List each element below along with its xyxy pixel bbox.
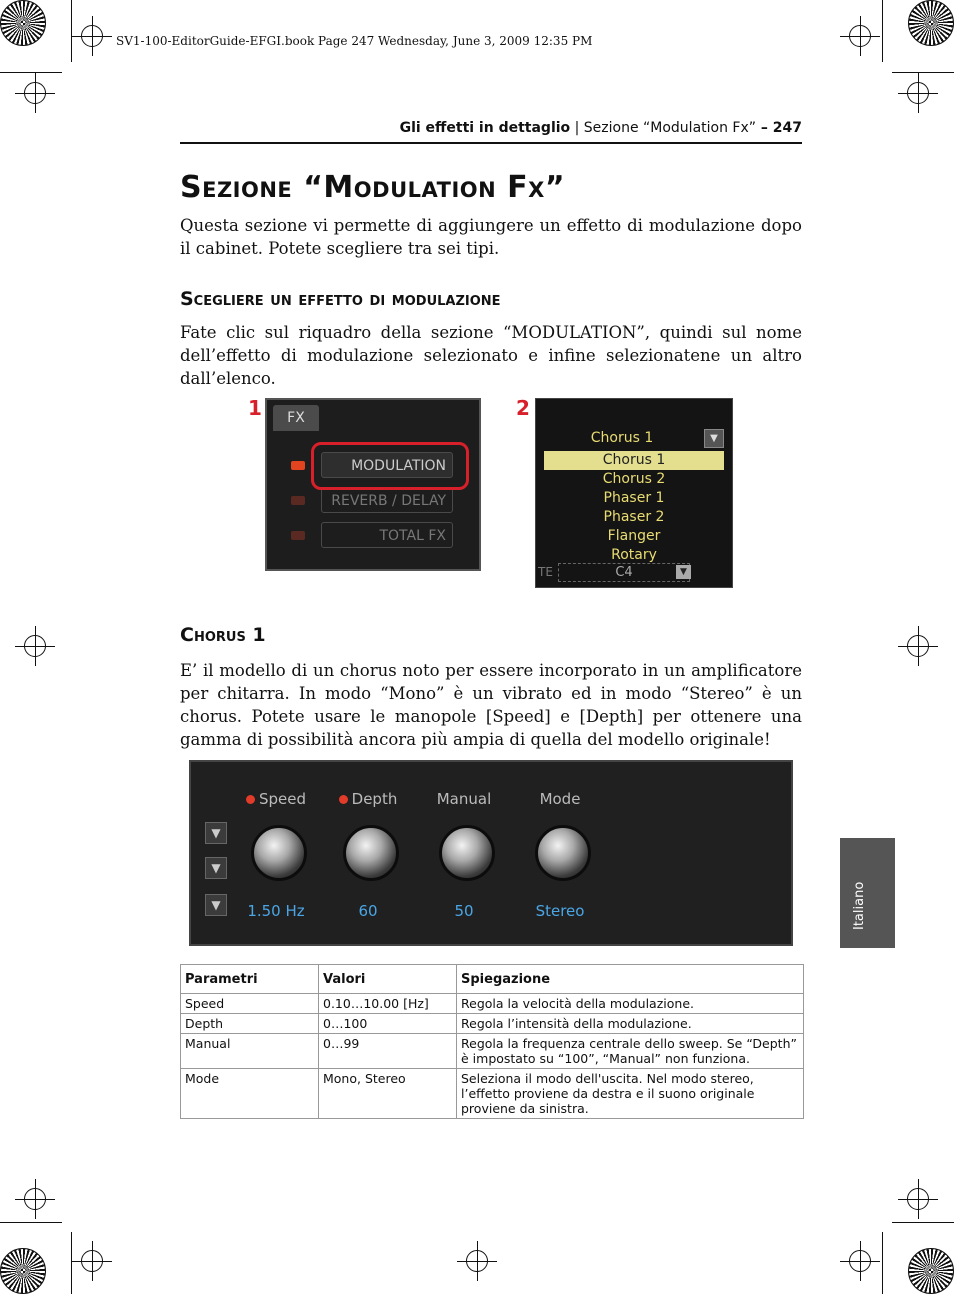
table-row — [181, 1069, 804, 1119]
registration-sunburst-icon — [0, 0, 46, 46]
crosshair-icon — [24, 1188, 46, 1210]
chorus-panel-screenshot — [189, 760, 793, 946]
menu-option-chorus-2[interactable]: Chorus 2 — [602, 471, 666, 487]
knob-value: 50 — [454, 902, 474, 920]
led-icon — [339, 795, 348, 804]
intro-paragraph: Questa sezione vi permette di aggiungere un effetto di modulazione dopo il cabinet. Potete scegliere tra sei tipi. — [180, 216, 802, 258]
language-label: Italiano — [852, 881, 867, 930]
registration-sunburst-icon — [908, 1248, 954, 1294]
knob-label: Manual — [436, 790, 492, 808]
knob-depth[interactable] — [323, 780, 413, 930]
table-cell: Regola la velocità della modulazione. — [457, 994, 804, 1014]
table-cell: Speed — [181, 994, 319, 1014]
knob-mode[interactable] — [515, 780, 605, 930]
chevron-down-icon[interactable]: ▼ — [704, 429, 724, 448]
param-value-box[interactable]: C4 — [558, 563, 690, 582]
manual-knob[interactable] — [439, 825, 495, 881]
chevron-down-icon[interactable]: ▼ — [205, 857, 227, 879]
knob-label: Depth — [351, 790, 398, 808]
menu-option-flanger[interactable]: Flanger — [607, 528, 661, 544]
registration-sunburst-icon — [0, 1248, 46, 1294]
choose-paragraph: Fate clic sul riquadro della sezione “MODULATION”, quindi sul nome dell’effetto di modulazione selezionato e infine selezionatene un altro dall’elenco. — [180, 323, 802, 388]
table-cell: Regola l’intensità della modulazione. — [457, 1014, 804, 1034]
param-label-fragment: TE — [538, 565, 553, 579]
tab-fx[interactable]: FX — [273, 405, 319, 431]
fx-panel-screenshot — [265, 398, 481, 571]
total-fx-button[interactable]: TOTAL FX — [321, 522, 453, 548]
page-number: 247 — [772, 120, 802, 136]
page-title: Sezione “Modulation Fx” — [180, 170, 566, 205]
table-header: Spiegazione — [457, 965, 804, 994]
table-header: Valori — [319, 965, 457, 994]
table-cell: Depth — [181, 1014, 319, 1034]
print-header: SV1-100-EditorGuide-EFGI.book Page 247 Wednesday, June 3, 2009 12:35 PM — [116, 34, 593, 48]
table-header: Parametri — [181, 965, 319, 994]
crosshair-icon — [907, 1188, 929, 1210]
crosshair-icon — [81, 1250, 103, 1272]
crosshair-icon — [907, 82, 929, 104]
chorus-paragraph: E’ il modello di un chorus noto per essere incorporato in un amplificatore per chitarra. In modo “Mono” è un vibrato ed in modo “Stereo” è un chorus. Potete usare le manopole [Speed] e [Depth] per ottenere una gamma di possibilità ancora più ampia di quella del modello originale! — [180, 661, 802, 749]
effect-select-current[interactable]: Chorus 1 — [590, 430, 654, 446]
table-row — [181, 994, 804, 1014]
table-cell: Mono, Stereo — [319, 1069, 457, 1119]
crosshair-icon — [849, 25, 871, 47]
knob-value: 60 — [358, 902, 378, 920]
knob-speed[interactable] — [231, 780, 321, 930]
chevron-down-icon[interactable]: ▼ — [205, 894, 227, 916]
table-cell: Seleziona il modo dell'uscita. Nel modo stereo, l’effetto proviene da destra e il suono originale proviene da sinistra. — [457, 1069, 804, 1119]
knob-label: Speed — [258, 790, 307, 808]
effect-dropdown-screenshot — [535, 398, 733, 588]
chevron-down-icon[interactable]: ▼ — [205, 822, 227, 844]
depth-knob[interactable] — [343, 825, 399, 881]
knob-label: Mode — [539, 790, 581, 808]
menu-option-chorus-1[interactable]: Chorus 1 — [544, 451, 724, 470]
modulation-button[interactable]: MODULATION — [321, 452, 453, 478]
table-cell: Manual — [181, 1034, 319, 1069]
crosshair-icon — [24, 82, 46, 104]
chorus-heading: Chorus 1 — [180, 624, 266, 646]
header-rule — [180, 142, 802, 144]
crosshair-icon — [907, 635, 929, 657]
figure-number-2: 2 — [516, 396, 530, 420]
table-cell: 0.10…10.00 [Hz] — [319, 994, 457, 1014]
speed-knob[interactable] — [251, 825, 307, 881]
table-cell: 0…100 — [319, 1014, 457, 1034]
menu-option-rotary[interactable]: Rotary — [611, 547, 657, 563]
language-tab — [840, 838, 895, 948]
crosshair-icon — [24, 635, 46, 657]
mode-knob[interactable] — [535, 825, 591, 881]
knob-value: 1.50 Hz — [247, 902, 305, 920]
knob-manual[interactable] — [419, 780, 509, 930]
crosshair-icon — [81, 25, 103, 47]
table-cell: Mode — [181, 1069, 319, 1119]
crosshair-icon — [849, 1250, 871, 1272]
choose-heading: Scegliere un effetto di modulazione — [180, 288, 501, 310]
knob-value: Stereo — [535, 902, 585, 920]
table-row — [181, 1014, 804, 1034]
reverb-delay-button[interactable]: REVERB / DELAY — [321, 487, 453, 513]
led-icon — [246, 795, 255, 804]
running-header: Gli effetti in dettaglio | Sezione “Modulation Fx” – 247 — [399, 120, 802, 136]
registration-sunburst-icon — [908, 0, 954, 46]
table-row — [181, 1034, 804, 1069]
chapter-title: Gli effetti in dettaglio — [399, 120, 571, 136]
modulation-led-icon — [291, 461, 305, 470]
table-cell: Regola la frequenza centrale dello sweep. Se “Depth” è impostato su “100”, “Manual” non funziona. — [457, 1034, 804, 1069]
highlight-ring — [311, 442, 469, 490]
reverb-led-icon — [291, 496, 305, 505]
parameter-table — [180, 964, 804, 1119]
table-cell: 0…99 — [319, 1034, 457, 1069]
section-title: Sezione “Modulation Fx” — [583, 120, 757, 136]
figure-number-1: 1 — [248, 396, 262, 420]
menu-option-phaser-1[interactable]: Phaser 1 — [603, 490, 665, 506]
crosshair-icon — [466, 1250, 488, 1272]
chevron-down-icon[interactable]: ▼ — [676, 565, 691, 579]
total-fx-led-icon — [291, 531, 305, 540]
menu-option-phaser-2[interactable]: Phaser 2 — [603, 509, 665, 525]
table-header-row — [181, 965, 804, 994]
